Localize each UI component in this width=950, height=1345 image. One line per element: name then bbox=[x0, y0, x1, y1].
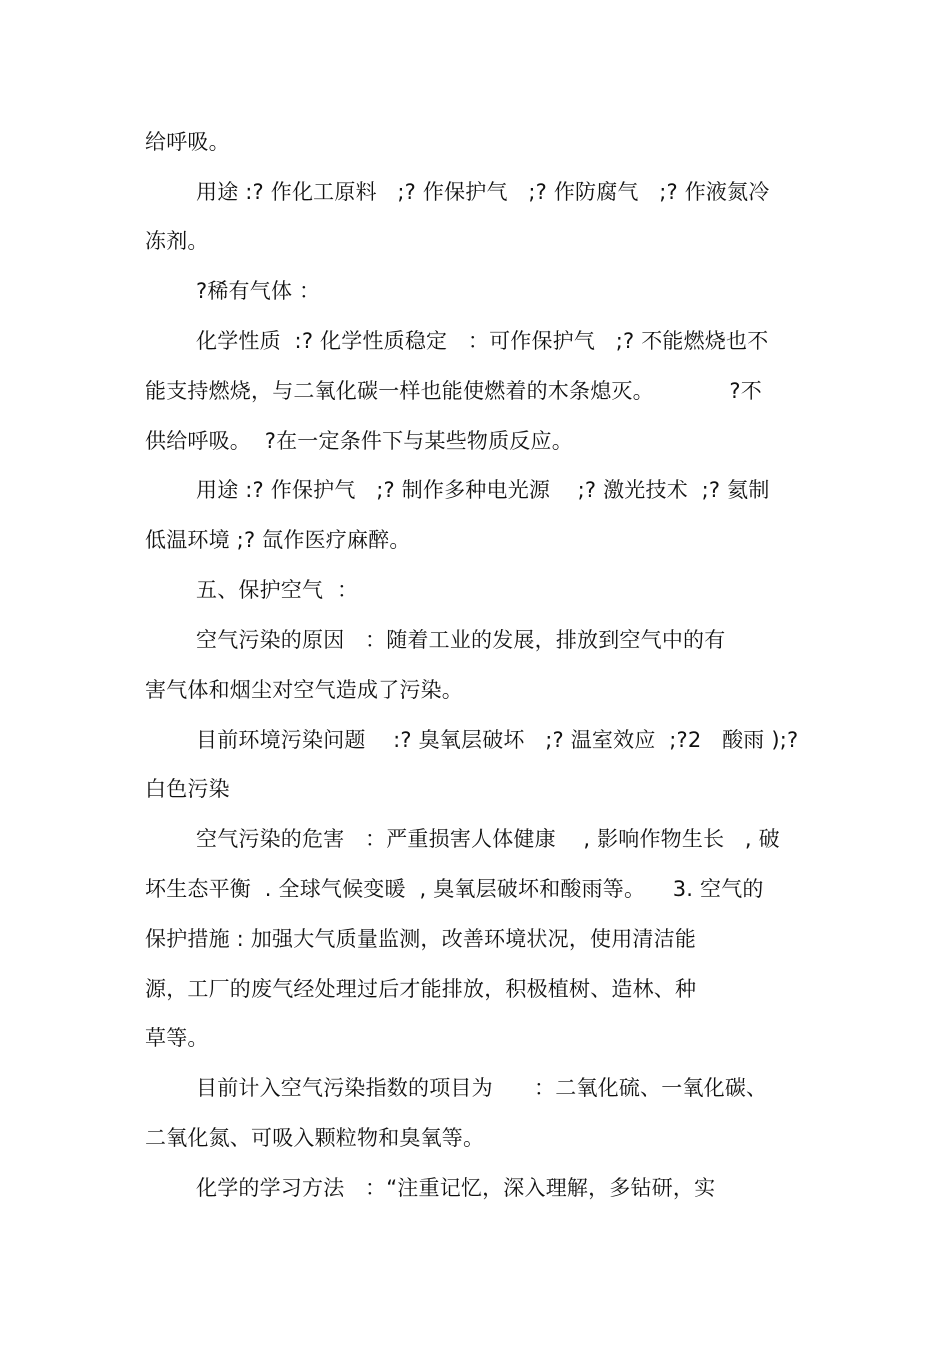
text-line-17: 保护措施 : 加强大气质量监测，改善环境状况，使用清洁能 bbox=[145, 927, 697, 951]
text-line-20: 目前计入空气污染指数的项目为 ：二氧化硫、一氧化碳、 bbox=[196, 1076, 768, 1100]
text-line-15: 空气污染的危害 ：严重损害人体健康 , 影响作物生长 , 破 bbox=[196, 827, 780, 851]
text-line-18: 源，工厂的废气经处理过后才能排放，积极植树、造林、种 bbox=[145, 977, 697, 1001]
text-line-14: 白色污染 bbox=[145, 777, 230, 801]
text-line-19: 草等。 bbox=[145, 1026, 209, 1050]
text-line-1: 给呼吸。 bbox=[145, 130, 230, 154]
text-line-13: 目前环境污染问题 :? 臭氧层破坏 ;? 温室效应 ;?2 酸雨 );? bbox=[196, 728, 799, 752]
text-line-9: 低温环境 ;? 氙作医疗麻醉。 bbox=[145, 528, 411, 552]
text-line-2: 用途 :? 作化工原料 ;? 作保护气 ;? 作防腐气 ;? 作液氮冷 bbox=[196, 180, 770, 204]
text-line-22: 化学的学习方法 ：“注重记忆，深入理解，多钻研，实 bbox=[196, 1176, 716, 1200]
section-heading: 五、保护空气 ： bbox=[196, 578, 359, 602]
text-line-8: 用途 :? 作保护气 ;? 制作多种电光源 ;? 激光技术 ;? 氦制 bbox=[196, 478, 770, 502]
text-line-16: 坏生态平衡 . 全球气候变暖 , 臭氧层破坏和酸雨等。 3. 空气的 bbox=[145, 877, 764, 901]
text-line-7: 供给呼吸。 ?在一定条件下与某些物质反应。 bbox=[145, 429, 573, 453]
text-line-6: 能支持燃烧，与二氧化碳一样也能使燃着的木条熄灭。 ?不 bbox=[145, 379, 762, 403]
text-line-12: 害气体和烟尘对空气造成了污染。 bbox=[145, 678, 463, 702]
text-line-4: ?稀有气体 ： bbox=[196, 279, 321, 303]
text-line-21: 二氧化氮、可吸入颗粒物和臭氧等。 bbox=[145, 1126, 485, 1150]
text-line-11: 空气污染的原因 ：随着工业的发展，排放到空气中的有 bbox=[196, 628, 726, 652]
text-line-5: 化学性质 :? 化学性质稳定 ：可作保护气 ;? 不能燃烧也不 bbox=[196, 329, 769, 353]
text-line-3: 冻剂。 bbox=[145, 229, 209, 253]
